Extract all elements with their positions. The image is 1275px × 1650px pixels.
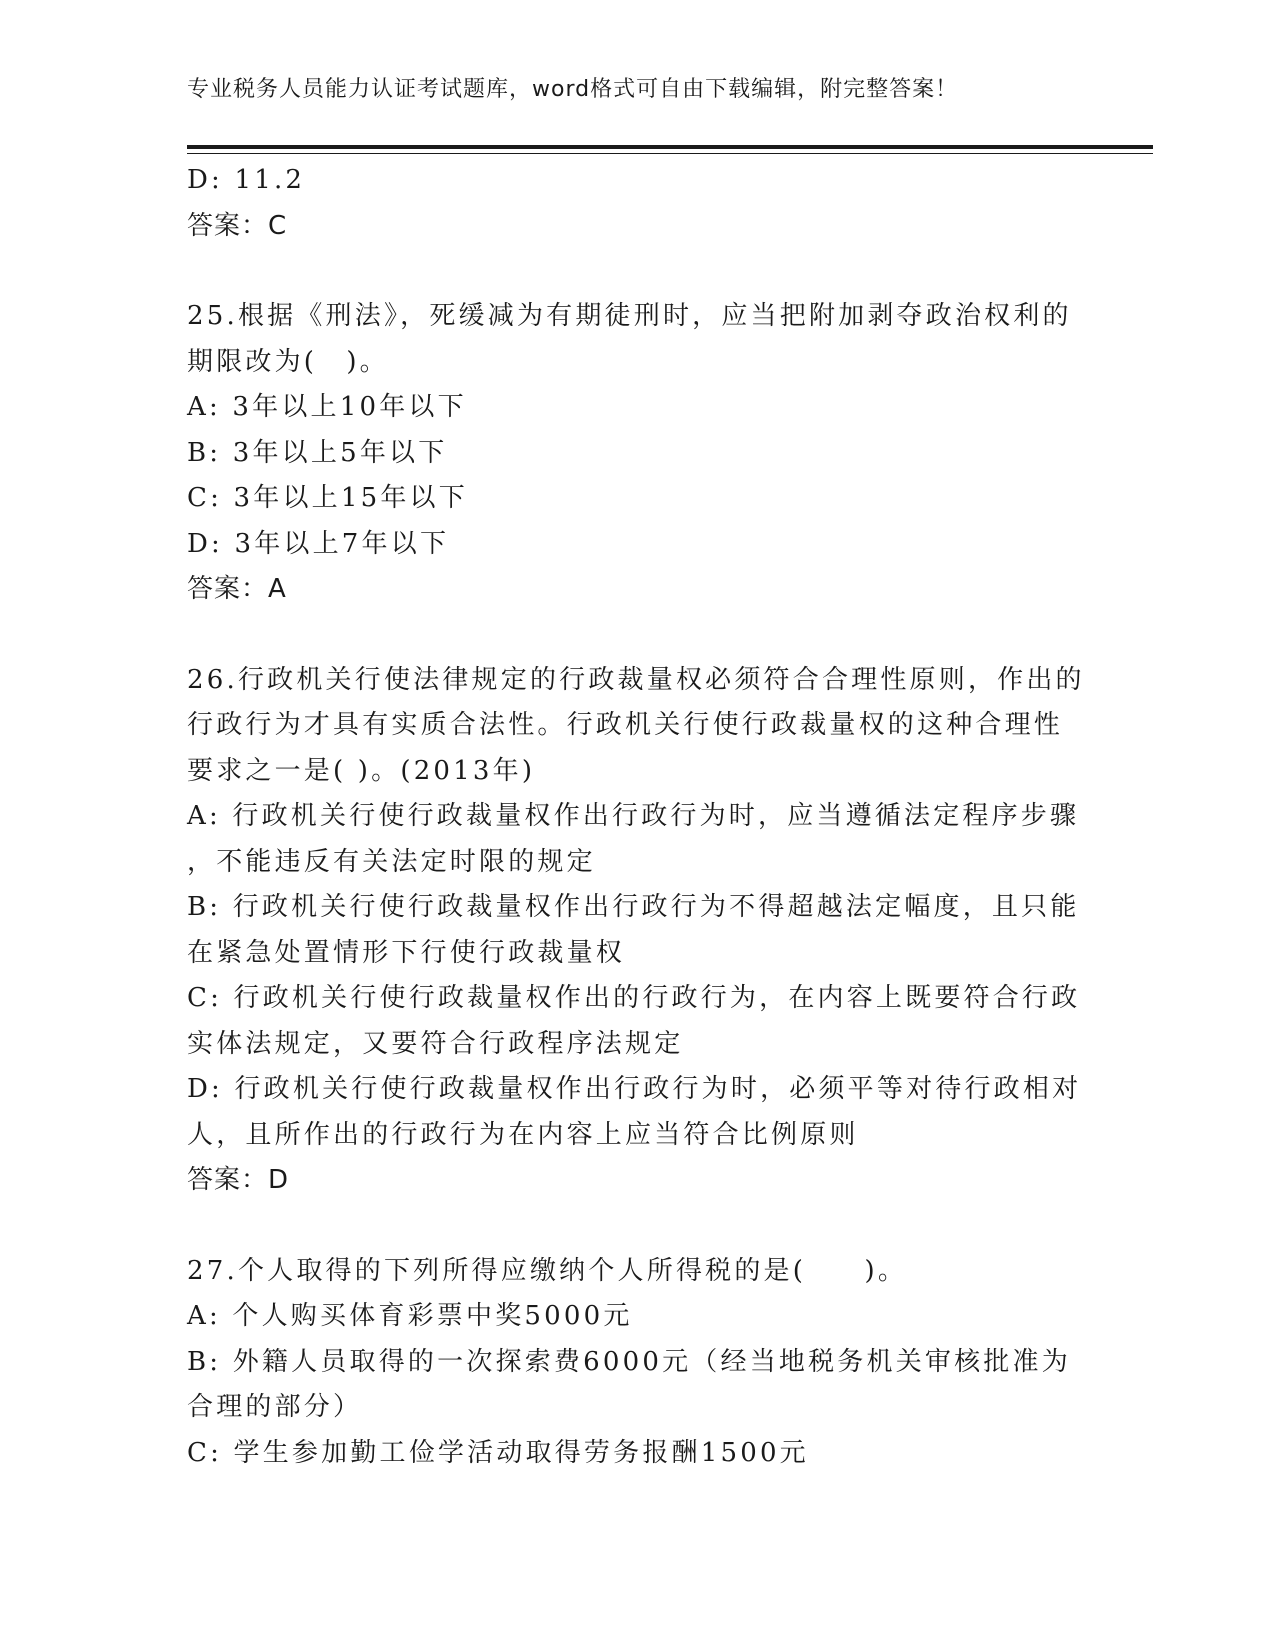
answer-label: 答案：C — [187, 210, 288, 241]
question-27 — [187, 1249, 1087, 1477]
question-26 — [187, 658, 1087, 1204]
option-a: ，不能违反有关法定时限的规定 — [187, 846, 596, 877]
option-d: D: 3年以上7年以下 — [187, 528, 450, 559]
question-stem: 25.根据《刑法》，死缓减为有期徒刑时，应当把附加剥夺政治权利的 — [187, 301, 1072, 331]
option-d: D: 行政机关行使行政裁量权作出行政行为时，必须平等对待行政相对 — [187, 1074, 1082, 1104]
option-b: 在紧急处置情形下行使行政裁量权 — [187, 937, 626, 968]
option-a: A: 3年以上10年以下 — [187, 392, 467, 422]
question-stem: 期限改为( )。 — [187, 346, 389, 377]
header-rule-thin — [187, 153, 1153, 154]
option-b: B: 外籍人员取得的一次探索费6000元（经当地税务机关审核批准为 — [187, 1346, 1071, 1377]
page-header: 专业税务人员能力认证考试题库，word格式可自由下载编辑，附完整答案！ — [187, 77, 959, 102]
question-24-tail — [187, 158, 1087, 249]
question-stem: 行政行为才具有实质合法性。行政机关行使行政裁量权的这种合理性 — [187, 710, 1064, 740]
option-c: 实体法规定，又要符合行政程序法规定 — [187, 1028, 684, 1059]
option-b: 合理的部分） — [187, 1392, 363, 1422]
option-b: B: 3年以上5年以下 — [187, 437, 448, 468]
question-stem: 要求之一是( )。(2013年) — [187, 755, 536, 786]
option-d: D: 11.2 — [187, 165, 306, 195]
spacer — [187, 249, 1087, 294]
spacer — [187, 1204, 1087, 1249]
question-stem: 26.行政机关行使法律规定的行政裁量权必须符合合理性原则，作出的 — [187, 664, 1085, 695]
option-a: A: 个人购买体育彩票中奖5000元 — [187, 1301, 633, 1331]
document-body — [187, 158, 1087, 1476]
option-b: B: 行政机关行使行政裁量权作出行政行为不得超越法定幅度，且只能 — [187, 892, 1080, 922]
option-c: C: 3年以上15年以下 — [187, 483, 468, 513]
option-d: 人，且所作出的行政行为在内容上应当符合比例原则 — [187, 1119, 859, 1150]
option-a: A: 行政机关行使行政裁量权作出行政行为时，应当遵循法定程序步骤 — [187, 801, 1080, 831]
question-25 — [187, 294, 1087, 613]
header-rule-thick — [187, 145, 1153, 149]
question-stem: 27.个人取得的下列所得应缴纳个人所得税的是( )。 — [187, 1255, 908, 1286]
option-c: C: 行政机关行使行政裁量权作出的行政行为，在内容上既要符合行政 — [187, 983, 1081, 1013]
spacer — [187, 613, 1087, 658]
option-c: C: 学生参加勤工俭学活动取得劳务报酬1500元 — [187, 1437, 809, 1468]
answer-label: 答案：D — [187, 1165, 290, 1195]
answer-label: 答案：A — [187, 574, 287, 604]
